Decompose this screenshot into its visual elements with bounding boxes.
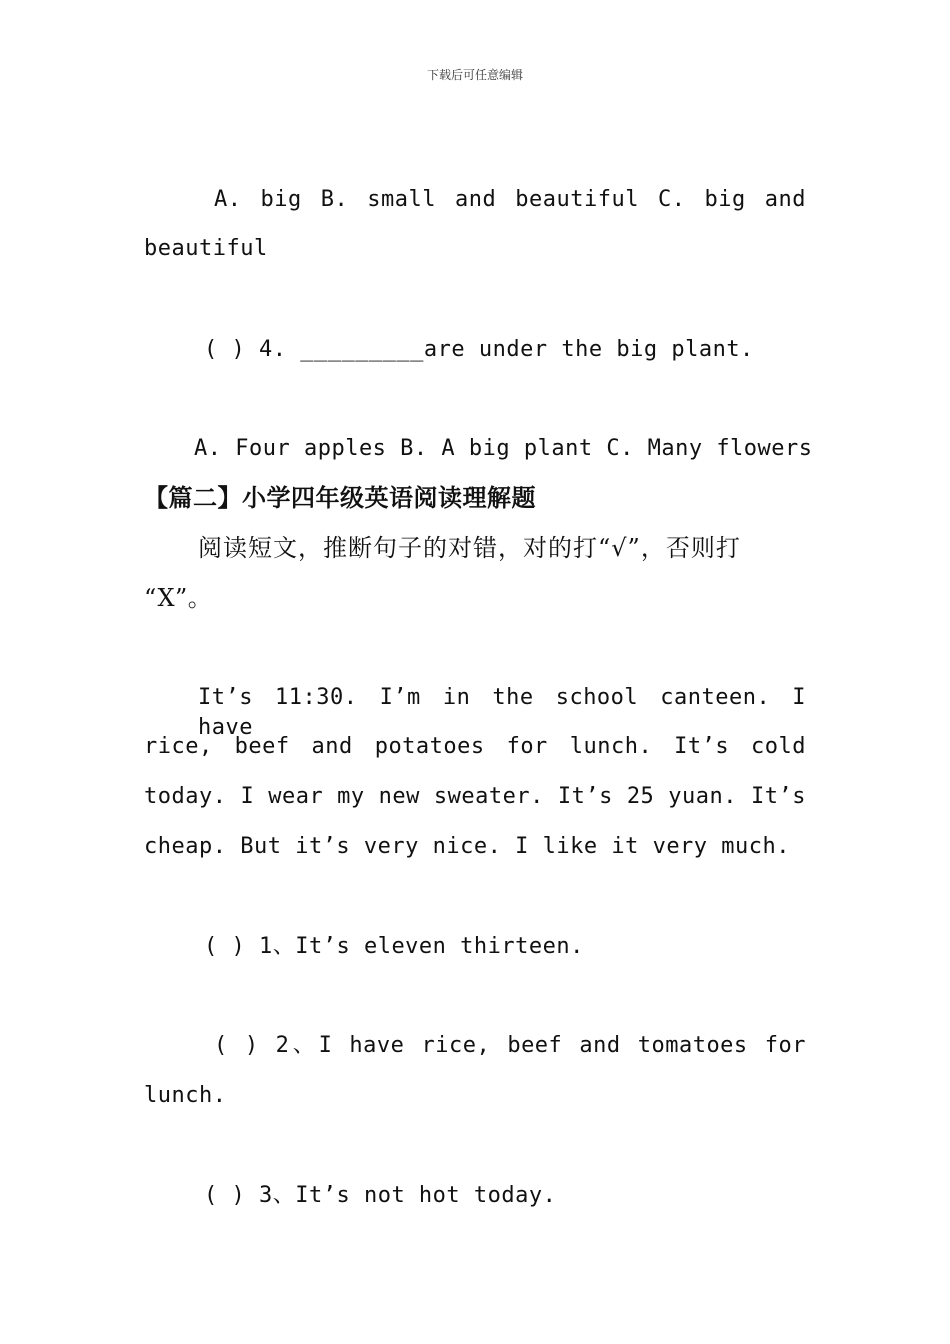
judgement-question-3: ( ) 3、It’s not hot today.	[204, 1183, 557, 1208]
question-3-options-line-2: beautiful	[144, 236, 268, 261]
instruction-line-1: 阅读短文，推断句子的对错，对的打“√”，否则打	[198, 534, 741, 562]
instruction-line-2: “X”。	[144, 584, 213, 612]
question-3-options-line-1: A. big B. small and beautiful C. big and	[214, 187, 806, 212]
passage-line-4: cheap. But it’s very nice. I like it very much.	[144, 834, 791, 859]
passage-line-1: It’s 11:30. I’m in the school canteen. I have	[198, 685, 806, 740]
page-header: 下载后可任意编辑	[426, 68, 523, 82]
question-4-options: A. Four apples B. A big plant C. Many flowers	[194, 436, 813, 461]
question-4-stem: ( ) 4. _________are under the big plant.	[204, 337, 754, 362]
passage-line-3: today. I wear my new sweater. It’s 25 yuan. It’s	[144, 784, 806, 809]
section-title: 【篇二】小学四年级英语阅读理解题	[144, 483, 536, 512]
judgement-question-1: ( ) 1、It’s eleven thirteen.	[204, 934, 584, 959]
judgement-question-2-line-2: lunch.	[144, 1083, 227, 1108]
passage-line-2: rice, beef and potatoes for lunch. It’s cold	[144, 734, 806, 759]
judgement-question-2-line-1: ( ) 2、I have rice, beef and tomatoes for	[214, 1033, 806, 1058]
